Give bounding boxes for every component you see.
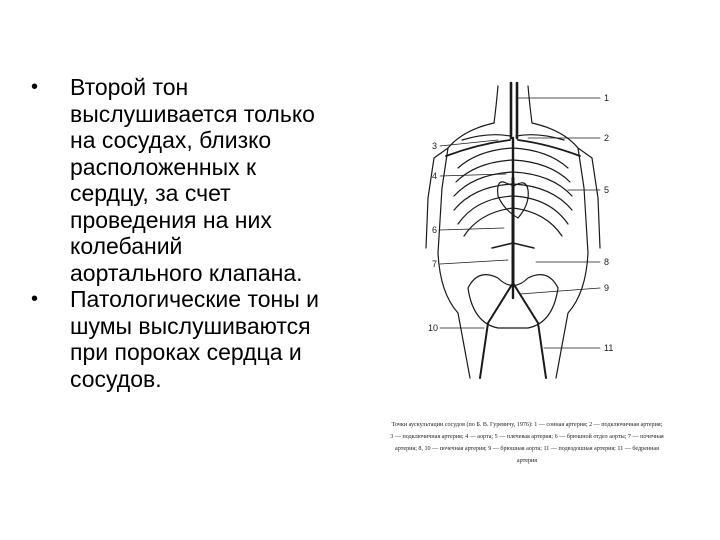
figure-label-1: 1 — [604, 93, 610, 103]
bullet-list — [28, 74, 368, 392]
leader-line — [440, 228, 504, 230]
bullet-text-line: аортального клапана. — [70, 259, 303, 286]
bullet-text-line: шумы выслушиваются — [70, 312, 311, 339]
vascular-anatomy-illustration — [418, 78, 680, 388]
rib — [513, 208, 562, 236]
bullet-text-line: выслушивается только — [70, 100, 315, 127]
hip-outline-left — [438, 253, 470, 378]
figure-label-6: 6 — [432, 225, 438, 235]
renal-artery-left — [492, 243, 513, 248]
figure-label-3: 3 — [432, 141, 438, 151]
leader-line — [440, 260, 508, 264]
caption-line: Точки аускультации сосудов (по Б. В. Гуревичу, 1976): 1 — сонная артерия; 2 — подключичная артерия; — [391, 422, 663, 428]
bullet-text-line: на сосудах, близко — [70, 127, 272, 153]
neck-outline-right — [528, 86, 532, 123]
neck-outline-left — [494, 86, 498, 123]
clavicle-right — [516, 135, 564, 140]
arm-outline-right — [578, 148, 600, 248]
renal-artery-right — [513, 243, 534, 248]
bullet-text-line: сосудов. — [70, 365, 162, 392]
clavicle-left — [462, 135, 510, 140]
hip-outline-right — [556, 253, 588, 378]
bullet-dot: • — [31, 76, 39, 98]
figure-label-5: 5 — [604, 185, 610, 195]
bullet-text-line: при пороках сердца и — [70, 339, 302, 365]
figure-label-10: 10 — [428, 323, 439, 333]
bullet-text-line: колебаний — [70, 233, 183, 259]
figure-caption — [366, 419, 688, 467]
figure-label-9: 9 — [604, 283, 610, 293]
figure-label-4: 4 — [432, 171, 438, 181]
caption-line: артерия — [516, 458, 538, 464]
iliac-artery-left — [480, 283, 513, 378]
anatomy-figure — [418, 78, 680, 388]
figure-label-2: 2 — [604, 133, 610, 143]
figure-label-7: 7 — [432, 259, 438, 269]
bullet-text-line: сердцу, за счет — [70, 180, 231, 206]
subclavian-artery-right — [518, 140, 580, 156]
leader-line — [520, 288, 600, 294]
bullet-item — [28, 286, 368, 392]
caption-line: 3 — подключичная артерия; 4 — аорта; 5 — плечевая артерия; 6 — брюшной отдел аорты; 7 — почечная — [390, 434, 664, 440]
figure-label-8: 8 — [604, 257, 610, 267]
bullet-text-line: проведения на них — [70, 206, 272, 233]
rib — [513, 196, 568, 224]
bullet-text-line: Патологические тоны и — [70, 286, 319, 312]
rib — [458, 196, 513, 224]
rib — [464, 208, 513, 236]
caption-line: артерия; 8, 10 — почечная артерия; 9 — брюшная аорта; 11 — подвздошная артерия; 11 — бедренная — [395, 446, 659, 452]
iliac-artery-right — [513, 283, 546, 378]
bullet-text-line: Второй тон — [70, 74, 189, 100]
figure-label-11: 11 — [604, 343, 614, 353]
bullet-text-line: расположенных к — [70, 153, 257, 180]
bullet-item — [28, 74, 368, 286]
bullet-dot: • — [31, 288, 39, 310]
leader-line — [440, 174, 506, 176]
